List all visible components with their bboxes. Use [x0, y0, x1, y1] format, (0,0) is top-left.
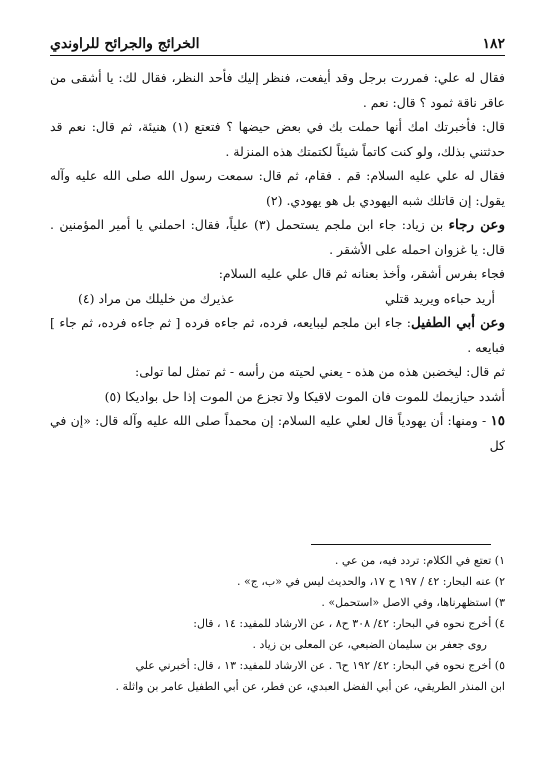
paragraph: فقال له علي: فمررت برجل وقد أيفعت، فنظر إليك فأحد النظر، فقال لك: يا أشقى من عاقر ناقة ثمود ؟ قال: نعم . — [50, 70, 505, 110]
page-number: ١٨٢ — [482, 36, 505, 52]
paragraph: قال: فأخبرتك امك أنها حملت بك في بعض حيضها ؟ فتعتع (١) هنيئة، ثم قال: نعم قد حدثتني بذلك، ولو كنت كاتماً شيئاً لكتمتك هذه المنزلة . — [50, 119, 505, 159]
header-divider — [50, 55, 505, 56]
footnote-continuation: ابن المنذر الطريقي، عن أبي الفضل العبدي، عن فطر، عن أبي الطفيل عامر بن واثلة . — [115, 680, 505, 693]
paragraph — [50, 409, 505, 458]
page-header — [50, 30, 505, 52]
paragraph-intro: وعن أبي الطفيل — [410, 315, 505, 331]
footnote: ٢) عنه البحار: ٤٢ / ١٩٧ ح ١٧، والحديث ليس في «ب، ج» . — [237, 575, 505, 588]
footnote: ٥) أخرج نحوه في البحار: ٤٢/ ١٩٢ ح٦ . عن الارشاد للمفيد: ١٣ ، قال: أخبرني علي — [135, 659, 505, 672]
poetry-verse — [50, 287, 505, 312]
paragraph: ثم قال: ليخضبن هذه من هذه - يعني لحيته من رأسه - ثم تمثل لما تولى: — [135, 364, 505, 379]
paragraph: فقال له علي عليه السلام: قم . فقام، ثم قال: سمعت رسول الله صلى الله عليه وآله يقول: إن قاتلك شبه اليهودي بل هو يهودي. (٢) — [50, 168, 505, 208]
footnote: ٤) أخرج نحوه في البحار: ٤٢/ ٣٠٨ ح٨ ، عن الارشاد للمفيد: ١٤ ، قال: — [193, 617, 505, 630]
paragraph: أشدد حيازيمك للموت فان الموت لاقيكا ولا تجزع من الموت إذا حل بواديكا (٥) — [104, 388, 505, 404]
footnote: ١) تعتع في الكلام: تردد فيه، من عي . — [334, 554, 505, 567]
paragraph — [50, 213, 505, 262]
paragraph-intro: وعن رجاء — [448, 217, 505, 233]
hadith-number: ١٥ — [490, 413, 505, 429]
paragraph-text: : جاء ابن ملجم ليبايعه، فرده، ثم جاءه فرده [ ثم جاءه فرده، ثم جاء ] فبايعه . — [50, 315, 505, 355]
footnote-divider — [311, 544, 491, 545]
running-title: الخرائج والجرائح للراوندي — [50, 36, 200, 52]
paragraph: فجاء بفرس أشقر، وأخذ بعنانه ثم قال علي عليه السلام: — [218, 266, 505, 281]
footnote-continuation: روى جعفر بن سليمان الضبعي، عن المعلى بن زياد . — [252, 638, 487, 651]
paragraph-text: - ومنها: أن يهودياً قال لعلي عليه السلام: إن محمداً صلى الله عليه وآله قال: «إن في كل — [50, 413, 505, 453]
paragraph — [50, 311, 505, 360]
verse-first-hemistich: أريد حباءه ويريد قتلي — [385, 290, 495, 306]
main-text — [50, 66, 505, 458]
verse-second-hemistich: عذيرك من خليلك من مراد (٤) — [78, 290, 235, 306]
footnote: ٣) استظهرناها، وفي الاصل «استحمل» . — [321, 596, 505, 609]
footnotes — [50, 550, 505, 697]
paragraph-text: بن زياد: جاء ابن ملجم يستحمل (٣) علياً، فقال: احملني يا أمير المؤمنين . قال: يا غزوان احمله على الأشقر . — [50, 217, 505, 257]
